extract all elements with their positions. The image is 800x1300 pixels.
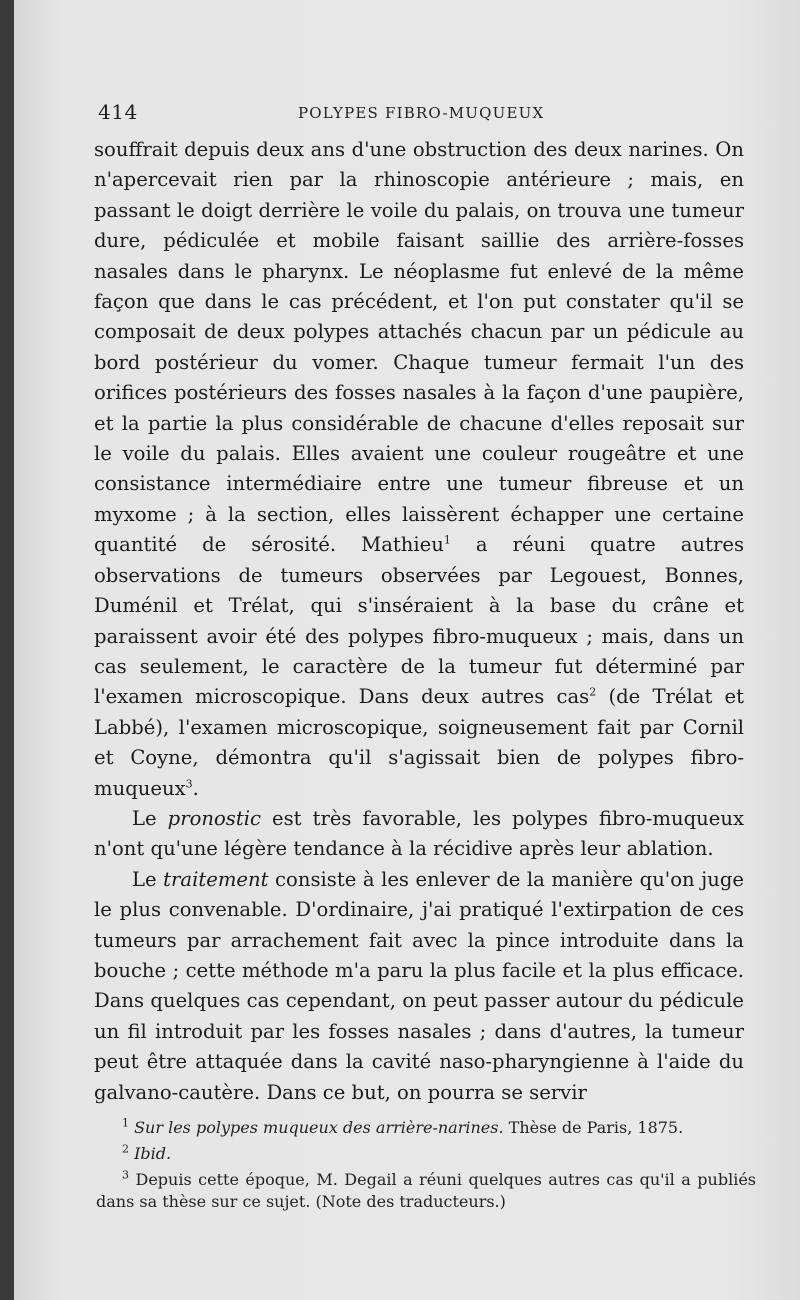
footnote-3 [96,1169,756,1213]
footnote-marker: 1 [122,1116,129,1130]
footnote-reference: 3 [185,777,193,790]
footnote-1 [96,1117,756,1139]
paragraph-text: a réuni quatre autres observations de tumeurs observées par Legouest, Bonnes, Duménil et Trélat, qui s'inséraient à la base du crâne et paraissent avoir été des polypes fibro-muqueux ; mais, dans un cas seulement, le caractère de la tumeur fut déterminé par l'examen microscopique. Dans deux autres cas [94,533,744,709]
paragraph-text: Le [132,806,168,830]
paragraph-pronostic [94,804,744,865]
footnotes [96,1117,756,1217]
footnote-title: Sur les polypes muqueux des arrière-narines. [134,1118,504,1137]
page-header [98,100,738,126]
paragraph-text: Le [132,867,164,891]
footnote-title: Ibid. [134,1144,172,1163]
paragraph-case-description [94,135,744,804]
emphasis-traitement: traitement [163,867,269,891]
footnote-text: Depuis cette époque, M. Degail a réuni quelques autres cas qu'il a publiés dans sa thèse sur ce sujet. (Note des traducteurs.) [96,1170,756,1211]
footnote-text: Thèse de Paris, 1875. [503,1118,684,1137]
book-page [14,0,800,1300]
paragraph-text: (de Trélat et Labbé), l'examen microscopique, soigneusement fait par Cornil et Coyne, démontra qu'il s'agissait bien de polypes fibro-muqueux [94,685,745,800]
paragraph-text: souffrait depuis deux ans d'une obstruction des deux narines. On n'apercevait rien par la rhinoscopie antérieure ; mais, en passant le doigt derrière le voile du palais, on trouva une tumeur dure, pédiculée et mobile faisant saillie des arrière-fosses nasales dans le pharynx. Le néoplasme fut enlevé de la même façon que dans le cas précédent, et l'on put constater qu'il se composait de deux polypes attachés chacun par un pédicule au bord postérieur du vomer. Chaque tumeur fermait l'un des orifices postérieurs des fosses nasales à la façon d'une paupière, et la partie la plus considérable de chacune d'elles reposait sur le voile du palais. Elles avaient une couleur rougeâtre et une consistance intermédiaire entre une tumeur fibreuse et un myxome ; à la section, elles laissèrent échapper une certaine quantité de sérosité. Mathieu [94,138,744,557]
running-title: POLYPES FIBRO-MUQUEUX [298,104,545,122]
page-number: 414 [98,100,138,124]
footnote-marker: 2 [122,1142,129,1156]
footnote-reference: 1 [443,533,451,547]
paragraph-text: . [192,776,199,800]
body-text [94,135,744,1108]
footnote-2 [96,1143,756,1165]
paragraph-traitement [94,865,744,1108]
footnote-marker: 3 [122,1168,129,1182]
emphasis-pronostic: pronostic [167,806,261,830]
paragraph-text: consiste à les enlever de la manière qu'on juge le plus convenable. D'ordinaire, j'ai pratiqué l'extirpation de ces tumeurs par arrachement fait avec la pince introduite dans la bouche ; cette méthode m'a paru la plus facile et la plus efficace. Dans quelques cas cependant, on peut passer autour du pédicule un fil introduit par les fosses nasales ; dans d'autres, la tumeur peut être attaquée dans la cavité naso-pharyngienne à l'aide du galvano-cautère. Dans ce but, on pourra se servir [94,867,744,1104]
footnote-reference: 2 [589,685,597,699]
paragraph-text: est très favorable, les polypes fibro-muqueux n'ont qu'une légère tendance à la récidive après leur ablation. [94,806,744,861]
